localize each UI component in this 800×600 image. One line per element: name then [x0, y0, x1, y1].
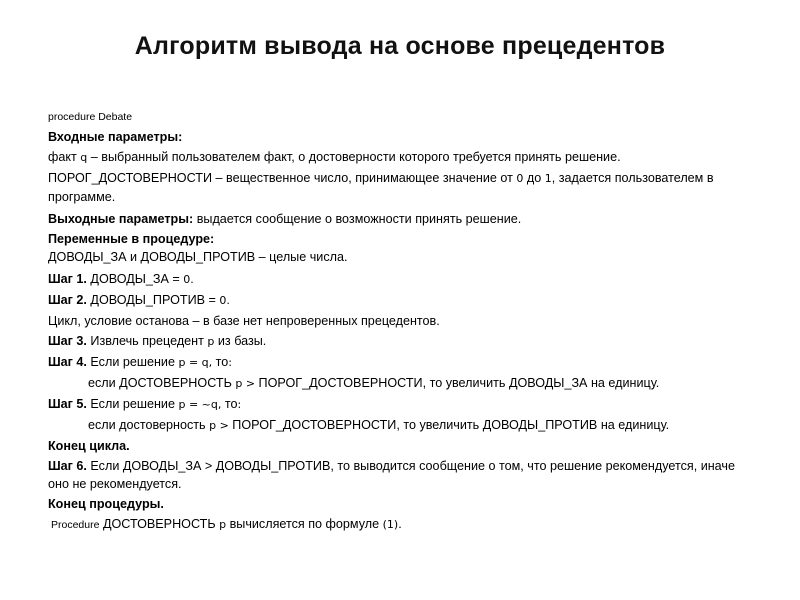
- text: ПОРОГ_ДОСТОВЕРНОСТИ, то увеличить ДОВОДЫ_ЗА на единицу.: [255, 376, 660, 390]
- text: Если ДОВОДЫ_ЗА > ДОВОДЫ_ПРОТИВ, то выводится сообщение о том, что решение рекомендуется, иначе оно не рекомендуется.: [48, 459, 735, 491]
- text: Если решение: [86, 355, 179, 369]
- var-p: p >: [209, 419, 229, 432]
- text: , задается пользователем в программе.: [48, 171, 714, 204]
- text: то: [221, 397, 238, 411]
- text: ДОВОДЫ_ПРОТИВ =: [86, 293, 220, 307]
- text: ДОВОДЫ_ЗА =: [86, 272, 184, 286]
- text: если ДОСТОВЕРНОСТЬ: [88, 376, 236, 390]
- text: из базы.: [214, 334, 267, 348]
- colon: :: [237, 398, 242, 411]
- procedure-name: procedure Debate: [48, 111, 133, 123]
- var-p: p: [219, 518, 227, 531]
- input-threshold-line: [48, 169, 748, 206]
- output-params-header: Выходные параметры:: [48, 212, 194, 226]
- end-loop: Конец цикла.: [48, 439, 130, 453]
- step-label: Шаг 4.: [48, 355, 87, 369]
- step-5-then: [48, 416, 748, 435]
- text: ДОСТОВЕРНОСТЬ: [99, 517, 220, 531]
- input-params-header: Входные параметры:: [48, 130, 183, 144]
- var-p: p: [207, 335, 215, 348]
- note-procedure: Procedure: [51, 519, 100, 531]
- text: вычисляется по формуле: [226, 517, 383, 531]
- slide-title: Алгоритм вывода на основе прецедентов: [134, 32, 666, 60]
- text: факт: [48, 150, 81, 164]
- text: – выбранный пользователем факт, о достоверности которого требуется принять решение.: [87, 150, 621, 164]
- text: то: [212, 355, 229, 369]
- condition: p = ~q,: [178, 398, 222, 411]
- note-line: [48, 515, 748, 534]
- value-zero: 0: [516, 172, 524, 185]
- step-1: [48, 270, 748, 289]
- value-one: 1: [544, 172, 552, 185]
- text: .: [398, 517, 402, 531]
- loop-line: Цикл, условие останова – в базе нет непроверенных прецедентов.: [48, 314, 440, 328]
- end-procedure: Конец процедуры.: [48, 497, 164, 511]
- step-5: [48, 395, 748, 414]
- step-2: [48, 291, 748, 310]
- text: Если решение: [86, 397, 179, 411]
- text: ПОРОГ_ДОСТОВЕРНОСТИ – вещественное число, принимающее значение от: [48, 171, 517, 185]
- output-params-line: [48, 210, 748, 228]
- text: до: [523, 171, 545, 185]
- text: ПОРОГ_ДОСТОВЕРНОСТИ, то увеличить ДОВОДЫ_ПРОТИВ на единицу.: [228, 418, 670, 432]
- var-p: p >: [235, 377, 256, 390]
- formula-ref: (1): [382, 518, 399, 531]
- value: 0.: [183, 273, 194, 286]
- step-label: Шаг 6.: [48, 459, 87, 473]
- text: выдается сообщение о возможности принять решение.: [193, 212, 522, 226]
- variables-header: Переменные в процедуре:: [48, 232, 215, 246]
- condition: p = q,: [178, 356, 213, 369]
- algorithm-text: [48, 108, 748, 536]
- text: если достоверность: [88, 418, 210, 432]
- step-label: Шаг 5.: [48, 397, 87, 411]
- step-3: [48, 332, 748, 351]
- step-label: Шаг 2.: [48, 293, 87, 307]
- input-fact-line: [48, 148, 748, 167]
- step-6: [48, 457, 748, 493]
- step-4-then: [48, 374, 748, 393]
- step-4: [48, 353, 748, 372]
- var-q: q: [80, 151, 88, 164]
- variables-line: ДОВОДЫ_ЗА и ДОВОДЫ_ПРОТИВ – целые числа.: [48, 250, 348, 264]
- colon: :: [228, 356, 232, 369]
- step-label: Шаг 3.: [48, 334, 87, 348]
- text: Извлечь прецедент: [86, 334, 208, 348]
- value: 0.: [219, 294, 230, 307]
- step-label: Шаг 1.: [48, 272, 87, 286]
